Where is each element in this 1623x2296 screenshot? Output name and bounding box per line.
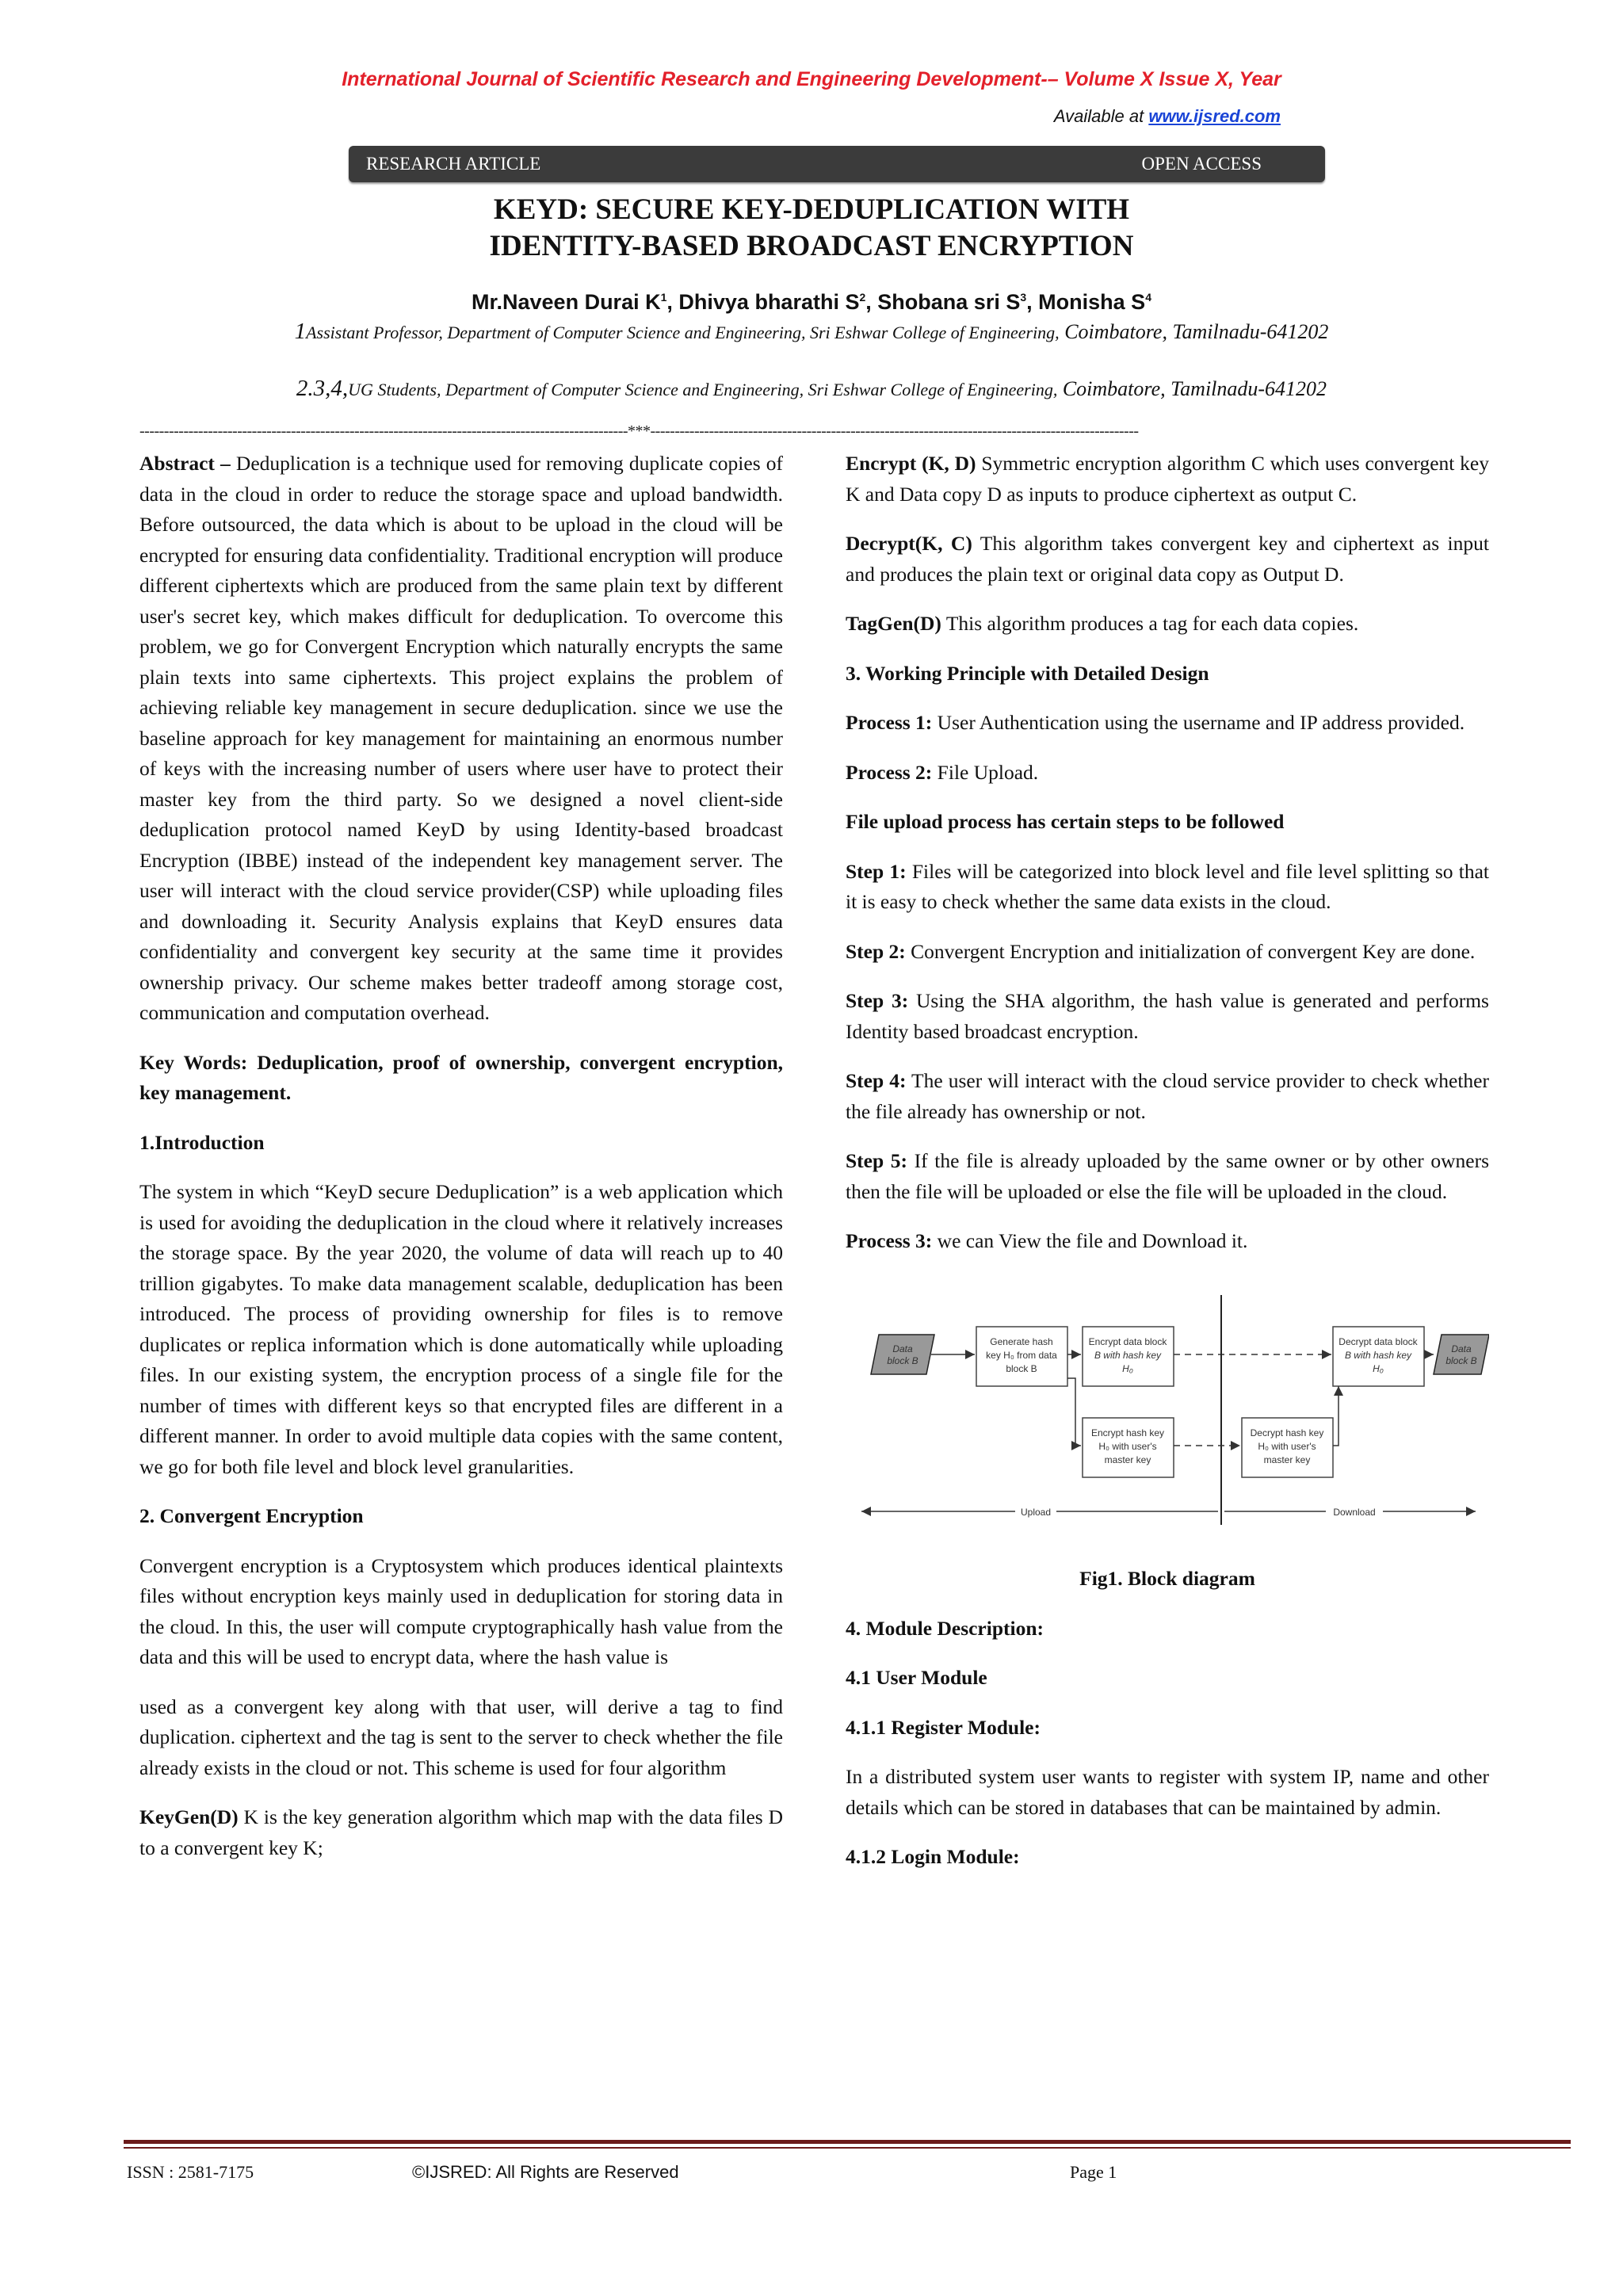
process-2-label: Process 2:: [846, 760, 933, 784]
generate-line-3: block B: [1006, 1362, 1037, 1374]
working-principle-heading: 3. Working Principle with Detailed Design: [846, 661, 1209, 685]
open-access-label: OPEN ACCESS: [1141, 154, 1262, 174]
step-3: [846, 986, 1489, 1047]
step-5-label: Step 5:: [846, 1149, 908, 1172]
author-1: Mr.Naveen Durai K: [472, 290, 661, 314]
author-list: [0, 290, 1623, 315]
block-diagram: [846, 1287, 1489, 1549]
step-1-label: Step 1:: [846, 859, 907, 883]
register-module-heading: 4.1.1 Register Module:: [846, 1715, 1041, 1739]
article-banner: [349, 146, 1325, 182]
affiliation-1-place: Coimbatore, Tamilnadu-641202: [1059, 320, 1329, 343]
encrypt-definition: [846, 449, 1489, 510]
author-1-mark: 1: [660, 291, 667, 304]
decrypt-hash-line-3: master key: [1263, 1454, 1311, 1465]
decrypt-hash-key-box: [1242, 1418, 1333, 1477]
figure-caption: Fig1. Block diagram: [1079, 1567, 1255, 1590]
encrypt-data-block-box: [1083, 1327, 1174, 1386]
convergent-encryption-heading: 2. Convergent Encryption: [139, 1504, 364, 1527]
arrow-decrypt-hash-to-decrypt-block: [1333, 1386, 1338, 1446]
encrypt-label: Encrypt (K, D): [846, 452, 976, 475]
right-column: [846, 449, 1489, 1892]
register-module-text: In a distributed system user wants to register with system IP, name and other details which can be stored in databases that can be maintained by admin.: [846, 1765, 1489, 1819]
title-line-2: IDENTITY-BASED BROADCAST ENCRYPTION: [489, 230, 1134, 262]
introduction-text: The system in which “KeyD secure Deduplication” is a web application which is used for avoiding the deduplication in the cloud where it relatively increases the storage space. By the year 2020, the volume of data will reach up to 40 trillion gigabytes. To make data management scalable, deduplication has been introduced. The process of providing ownership for files is to remove duplicates or replica information which is done automatically while uploading files. In our existing system, the encryption process of a single file for the number of times with different keys so that encrypted files are different in a different manner. In order to avoid multiple data copies with the same content, we go for both file level and block level granularities.: [139, 1180, 783, 1478]
keywords: Key Words: Deduplication, proof of ownership, convergent encryption, key management.: [139, 1050, 783, 1104]
keygen-definition: [139, 1802, 783, 1863]
author-sep: ,: [1026, 290, 1039, 314]
step-4: [846, 1066, 1489, 1127]
affiliation-1-text: Assistant Professor, Department of Computer Science and Engineering, Sri Eshwar College of Engineering,: [306, 323, 1060, 342]
paper-title: [0, 192, 1623, 265]
author-2-mark: 2: [859, 291, 866, 304]
data-block-output-line-2: block B: [1445, 1354, 1477, 1366]
author-sep: ,: [865, 290, 878, 314]
research-article-label: RESEARCH ARTICLE: [366, 154, 541, 174]
introduction-heading: 1.Introduction: [139, 1130, 265, 1154]
footer-issn: ISSN : 2581-7175: [127, 2162, 254, 2182]
encrypt-hash-line-3: master key: [1104, 1454, 1151, 1465]
taggen-text: This algorithm produces a tag for each data copies.: [941, 612, 1359, 635]
encrypt-hash-line-2: H₀ with user's: [1098, 1440, 1157, 1452]
footer-rule-thin: [124, 2147, 1571, 2149]
decrypt-block-line-2: B with hash key: [1344, 1349, 1412, 1361]
available-prefix: Available at: [1053, 106, 1149, 126]
affiliation-1-mark: 1: [294, 319, 307, 344]
encrypt-block-line-2: B with hash key: [1094, 1349, 1162, 1361]
affiliation-2-place: Coimbatore, Tamilnadu-641202: [1057, 377, 1327, 400]
author-2: Dhivya bharathi S: [678, 290, 860, 314]
step-3-label: Step 3:: [846, 989, 909, 1012]
footer-page-number: Page 1: [1070, 2162, 1117, 2182]
step-1-text: Files will be categorized into block level and file level splitting so that it is easy to check whether the same data exists in the cloud.: [846, 859, 1489, 913]
step-2-label: Step 2:: [846, 939, 906, 963]
abstract: [139, 449, 783, 1029]
availability-line: [1054, 106, 1281, 127]
convergent-encryption-text-1: Convergent encryption is a Cryptosystem which produces identical plaintexts files without encryption keys mainly used in deduplication for storing data in the cloud. In this, the user will compute cryptographically hash value from the data and this will be used to encrypt data, where the hash value is: [139, 1553, 783, 1668]
taggen-label: TagGen(D): [846, 612, 941, 635]
step-1: [846, 857, 1489, 918]
process-3: [846, 1226, 1489, 1257]
decrypt-label: Decrypt(K, C): [846, 532, 972, 555]
step-5-text: If the file is already uploaded by the same owner or by other owners then the file will be uploaded or else the file will be uploaded in the cloud.: [846, 1149, 1489, 1203]
data-block-output: [1434, 1335, 1489, 1374]
process-2: [846, 758, 1489, 789]
decrypt-hash-line-1: Decrypt hash key: [1250, 1427, 1324, 1438]
data-block-input: [871, 1335, 934, 1374]
step-3-text: Using the SHA algorithm, the hash value is generated and performs Identity based broadcast encryption.: [846, 989, 1489, 1043]
footer-rule-thick: [124, 2140, 1571, 2144]
download-label: Download: [1333, 1506, 1376, 1518]
journal-header: International Journal of Scientific Research and Engineering Development-– Volume X Issue X, Year: [342, 68, 1281, 90]
decrypt-block-line-3: H₀: [1373, 1362, 1384, 1374]
data-block-input-line-1: Data: [892, 1343, 913, 1354]
affiliation-1: [0, 319, 1623, 345]
author-sep: ,: [666, 290, 679, 314]
process-2-text: File Upload.: [932, 760, 1039, 784]
step-4-text: The user will interact with the cloud service provider to check whether the file already has ownership or not.: [846, 1069, 1489, 1123]
convergent-encryption-text-2: used as a convergent key along with that user, will derive a tag to find duplication. ciphertext and the tag is sent to the server to check whether the file already exists in the cloud or not. This scheme is used for four algorithm: [139, 1694, 783, 1779]
process-3-label: Process 3:: [846, 1229, 933, 1252]
author-3-mark: 3: [1020, 291, 1027, 304]
taggen-definition: [846, 609, 1489, 640]
keygen-text: K is the key generation algorithm which map with the data files D to a convergent key K;: [139, 1805, 783, 1859]
process-1-label: Process 1:: [846, 711, 933, 734]
generate-hash-key-box: [976, 1327, 1067, 1386]
process-1: [846, 708, 1489, 739]
encrypt-hash-line-1: Encrypt hash key: [1090, 1427, 1165, 1438]
decrypt-data-block-box: [1333, 1327, 1424, 1386]
affiliation-2-mark: 2.3,4,: [296, 376, 349, 401]
decrypt-hash-line-2: H₀ with user's: [1258, 1440, 1316, 1452]
step-4-label: Step 4:: [846, 1069, 907, 1092]
login-module-heading: 4.1.2 Login Module:: [846, 1845, 1020, 1868]
process-1-text: User Authentication using the username and IP address provided.: [932, 711, 1465, 734]
encrypt-block-line-1: Encrypt data block: [1088, 1335, 1167, 1347]
arrow-generate-to-encrypt-hash: [1067, 1378, 1081, 1446]
step-5: [846, 1146, 1489, 1207]
data-block-input-line-2: block B: [887, 1354, 918, 1366]
step-2: [846, 937, 1489, 968]
encrypt-hash-key-box: [1083, 1418, 1174, 1477]
decrypt-definition: [846, 529, 1489, 590]
keygen-label: KeyGen(D): [139, 1805, 239, 1828]
abstract-text: Deduplication is a technique used for removing duplicate copies of data in the cloud in order to reduce the storage space and upload bandwidth. Before outsourced, the data which is about to be upload in the cloud will be encrypted for ensuring data confidentiality. Traditional encryption will produce different ciphertexts which are produced from the same plain text by different user's secret key, which makes difficult for deduplication. To overcome this problem, we go for Convergent Encryption which naturally encrypts the same plain texts into same ciphertexts. This project explains the problem of achieving reliable key management in secure deduplication. since we use the baseline approach for key management for maintaining an enormous number of keys with the increasing number of users where user have to protect their master key from the third party. So we designed a novel client-side deduplication protocol named KeyD by using Identity-based broadcast Encryption (IBBE) instead of the independent key management server. The user will interact with the cloud service provider(CSP) while uploading files and downloading it. Security Analysis explains that KeyD ensures data confidentiality and convergent key security at the same time it provides ownership privacy. Our scheme makes better tradeoff among storage cost, communication and computation overhead.: [139, 452, 784, 1024]
author-4-mark: 4: [1145, 291, 1151, 304]
affiliation-2: [0, 376, 1623, 402]
section-separator: ----------------------------------------------------------------------------------------------------***----------------------------------------------------------------------------------------------------: [139, 422, 1139, 438]
generate-line-1: Generate hash: [990, 1335, 1053, 1347]
upload-label: Upload: [1020, 1506, 1052, 1518]
process-3-text: we can View the file and Download it.: [932, 1229, 1248, 1252]
steps-heading: File upload process has certain steps to be followed: [846, 810, 1285, 833]
abstract-label: Abstract –: [139, 452, 231, 475]
module-description-heading: 4. Module Description:: [846, 1616, 1044, 1640]
affiliation-2-text: UG Students, Department of Computer Science and Engineering, Sri Eshwar College of Engineering,: [348, 380, 1058, 399]
generate-line-2: key H₀ from data: [986, 1349, 1057, 1361]
journal-website-link[interactable]: www.ijsred.com: [1148, 106, 1281, 126]
encrypt-block-line-3: H₀: [1122, 1362, 1133, 1374]
author-4: Monisha S: [1038, 290, 1146, 314]
data-block-output-line-1: Data: [1451, 1343, 1472, 1354]
encrypt-text: Symmetric encryption algorithm C which uses convergent key K and Data copy D as inputs to produce ciphertext as output C.: [846, 452, 1489, 506]
decrypt-text: This algorithm takes convergent key and ciphertext as input and produces the plain text or original data copy as Output D.: [846, 532, 1489, 586]
footer-rights: ©IJSRED: All Rights are Reserved: [412, 2162, 679, 2182]
user-module-heading: 4.1 User Module: [846, 1666, 987, 1689]
title-line-1: KEYD: SECURE KEY-DEDUPLICATION WITH: [493, 193, 1130, 226]
left-column: [139, 449, 783, 1882]
author-3: Shobana sri S: [877, 290, 1021, 314]
step-2-text: Convergent Encryption and initialization of convergent Key are done.: [905, 939, 1476, 963]
decrypt-block-line-1: Decrypt data block: [1338, 1335, 1418, 1347]
